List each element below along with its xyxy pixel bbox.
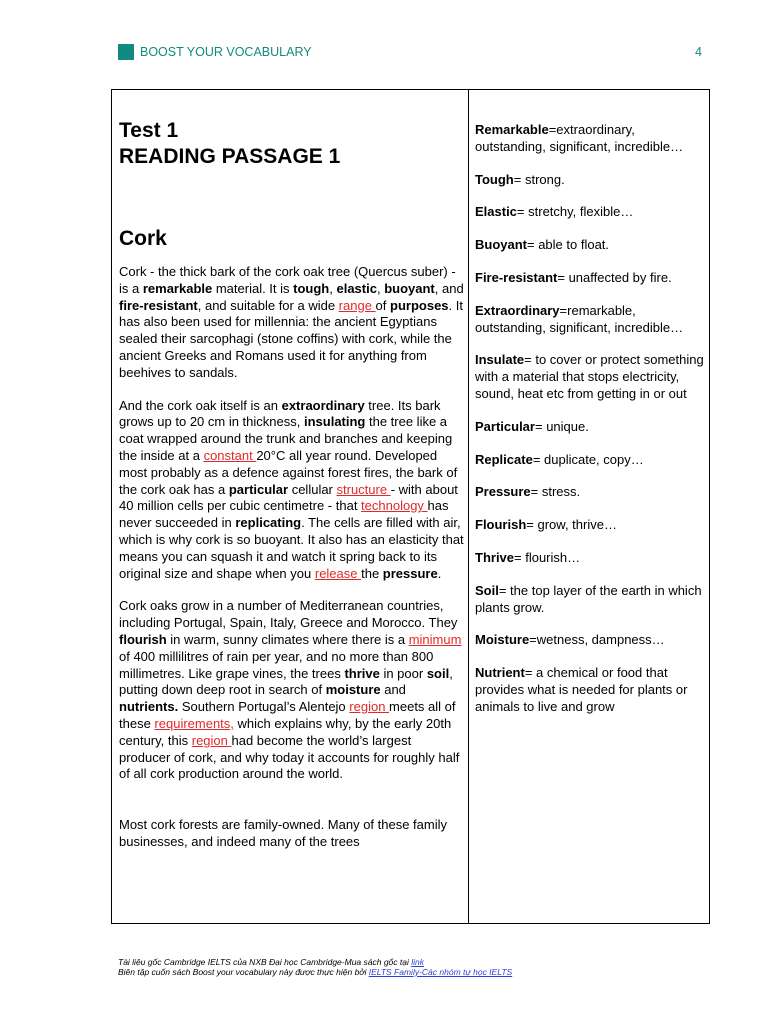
highlighted-word: range: [338, 297, 376, 313]
vocab-keyword: fire-resistant: [119, 297, 198, 313]
footer-line-source: Tài liệu gốc Cambridge IELTS của NXB Đại học Cambridge-Mua sách gốc tại link: [118, 957, 424, 967]
glossary-entry: [475, 122, 705, 156]
glossary-entry: [475, 419, 705, 436]
glossary-entry: [475, 452, 705, 469]
vocab-keyword: insulating: [303, 414, 366, 430]
footer-link-source[interactable]: link: [411, 957, 424, 967]
glossary-term: Insulate: [475, 352, 525, 368]
passage-text: - with about 40 million cells per cubic centimetre - that: [119, 481, 458, 514]
highlighted-word: minimum: [408, 631, 462, 647]
passage-text: the: [361, 565, 383, 581]
glossary-entry: [475, 270, 705, 287]
passage-text: , and suitable for a wide: [197, 297, 339, 313]
passage-body: [119, 264, 465, 851]
glossary-definition: =extraordinary, outstanding, significant, incredible…: [475, 122, 684, 154]
glossary-term: Replicate: [475, 451, 533, 467]
glossary-definition: =wetness, dampness…: [529, 632, 665, 648]
vocab-keyword: elastic: [336, 280, 377, 296]
glossary-entry: [475, 303, 705, 337]
page-number: 4: [695, 45, 702, 59]
passage-text: , and: [434, 280, 464, 296]
glossary-column: [475, 122, 705, 732]
passage-text: the tree like a coat wrapped around the trunk and branches and keeping the inside at a: [119, 414, 453, 463]
glossary-entry: [475, 665, 705, 715]
glossary-term: Extraordinary: [475, 302, 560, 318]
vocab-keyword: extraordinary: [281, 397, 365, 413]
passage-text: meets all of these: [119, 699, 456, 731]
passage-text: ,: [329, 280, 337, 296]
vocab-keyword: moisture: [325, 682, 381, 698]
glossary-term: Buoyant: [475, 237, 527, 253]
vocab-keyword: pressure: [382, 565, 438, 581]
highlighted-word: release: [314, 565, 362, 581]
passage-text: Cork - the thick bark of the cork oak tree (Quercus suber) - is a: [119, 264, 456, 296]
glossary-definition: =remarkable, outstanding, significant, incredible…: [475, 302, 684, 335]
passage-text: , putting down deep root in search of: [119, 665, 453, 698]
topic-title: Cork: [119, 227, 167, 250]
passage-paragraph: [119, 398, 465, 583]
vocab-keyword: flourish: [119, 631, 167, 647]
vocab-keyword: thrive: [344, 665, 380, 681]
highlighted-word: region: [349, 699, 390, 715]
glossary-definition: = the top layer of the earth in which plants grow.: [475, 582, 702, 615]
glossary-entry: [475, 583, 705, 617]
passage-text: .: [437, 565, 442, 581]
glossary-term: Pressure: [475, 484, 531, 500]
vocab-keyword: soil: [426, 665, 450, 681]
passage-paragraph: [119, 598, 465, 783]
glossary-definition: = stress.: [530, 484, 581, 500]
glossary-term: Particular: [475, 418, 535, 434]
vocab-keyword: tough: [293, 280, 330, 296]
passage-text: Cork oaks grow in a number of Mediterranean countries, including Portugal, Spain, Italy, Greece and Morocco. They: [119, 598, 458, 631]
passage-paragraph: [119, 817, 465, 851]
glossary-definition: = flourish…: [514, 549, 581, 565]
passage-text: has never succeeded in: [119, 498, 449, 531]
footer-link-ielts-family[interactable]: IELTS Family-Các nhóm tự học IELTS: [368, 967, 513, 977]
highlighted-word: region: [191, 732, 232, 748]
vocab-keyword: replicating: [235, 515, 302, 531]
glossary-entry: [475, 172, 705, 189]
glossary-entry: [475, 484, 705, 501]
footer-line-editor: Biên tập cuốn sách Boost your vocabulary này được thực hiện bởi IELTS Family-Các nhóm tự học IELTS: [118, 967, 513, 977]
glossary-entry: [475, 550, 705, 567]
glossary-definition: = to cover or protect something with a material that stops electricity, sound, heat etc from getting in or out: [475, 352, 704, 401]
glossary-definition: = a chemical or food that provides what is needed for plants or animals to live and grow: [475, 665, 688, 714]
glossary-definition: = unique.: [534, 418, 589, 434]
passage-paragraph: [119, 264, 465, 382]
passage-text: had become the world’s largest producer of cork, and why today it accounts for roughly half of all cork production around the world.: [119, 732, 460, 782]
column-divider: [468, 89, 469, 924]
glossary-term: Tough: [475, 171, 514, 187]
passage-text: and: [380, 682, 406, 698]
glossary-term: Moisture: [475, 632, 530, 648]
passage-text: . The cells are filled with air, which is why cork is so buoyant. It also has an elasticity that means you can squash it and watch it spring back to its original size and shape when you: [119, 515, 464, 581]
glossary-term: Fire-resistant: [475, 269, 558, 285]
glossary-term: Elastic: [475, 204, 517, 220]
header-title: BOOST YOUR VOCABULARY: [140, 45, 312, 59]
highlighted-word: constant: [203, 447, 257, 463]
glossary-definition: = strong.: [513, 171, 565, 187]
vocab-keyword: buoyant: [384, 280, 435, 296]
highlighted-word: structure: [336, 481, 391, 497]
passage-text: of: [375, 297, 391, 313]
glossary-term: Thrive: [475, 549, 515, 565]
vocab-keyword: purposes: [390, 297, 449, 313]
passage-text: material. It is: [212, 280, 294, 296]
passage-text: 20°C all year round. Developed most probably as a defence against forest fires, the bark of the cork oak has a: [119, 447, 458, 497]
page-header: [118, 44, 702, 62]
passage-text: in warm, sunny climates where there is a: [166, 631, 409, 647]
glossary-entry: [475, 237, 705, 254]
passage-text: which explains why, by the early 20th century, this: [119, 715, 452, 748]
passage-text: of 400 millilitres of rain per year, and no more than 800 millimetres. Like grape vines, the trees: [119, 648, 434, 681]
header-square-icon: [118, 44, 134, 60]
highlighted-word: requirements,: [154, 715, 234, 731]
vocab-keyword: particular: [228, 481, 289, 497]
passage-text: in poor: [379, 665, 427, 681]
reading-passage-column: [119, 118, 465, 922]
glossary-list: [475, 122, 705, 716]
passage-text: . It has also been used for millennia: the ancient Egyptians sealed their sarcophagi (stone coffins) with cork, while the ancient Greeks and Romans used it for anything from beehives to sandals.: [119, 297, 463, 380]
glossary-definition: = able to float.: [527, 237, 610, 253]
passage-text: Most cork forests are family-owned. Many of these family businesses, and indeed many of the trees: [119, 817, 448, 849]
passage-text: tree. Its bark grows up to 20 cm in thickness,: [119, 397, 441, 430]
test-title: Test 1 READING PASSAGE 1: [119, 119, 341, 168]
glossary-term: Remarkable: [475, 122, 549, 137]
glossary-entry: [475, 632, 705, 649]
passage-text: cellular: [288, 481, 337, 497]
glossary-term: Nutrient: [475, 665, 525, 681]
glossary-definition: = unaffected by fire.: [557, 269, 672, 285]
passage-text: Southern Portugal’s Alentejo: [178, 699, 350, 715]
glossary-definition: = grow, thrive…: [526, 517, 617, 533]
vocab-keyword: nutrients.: [119, 699, 179, 715]
glossary-term: Soil: [475, 582, 499, 598]
glossary-entry: [475, 204, 705, 221]
glossary-entry: [475, 517, 705, 534]
vocab-keyword: remarkable: [142, 280, 213, 296]
page-footer: [118, 957, 718, 977]
glossary-definition: = stretchy, flexible…: [516, 204, 634, 220]
passage-text: And the cork oak itself is an: [119, 397, 282, 413]
passage-text: ,: [376, 280, 385, 296]
glossary-term: Flourish: [475, 517, 527, 533]
highlighted-word: technology: [361, 498, 428, 514]
glossary-definition: = duplicate, copy…: [532, 451, 644, 467]
glossary-entry: [475, 352, 705, 402]
